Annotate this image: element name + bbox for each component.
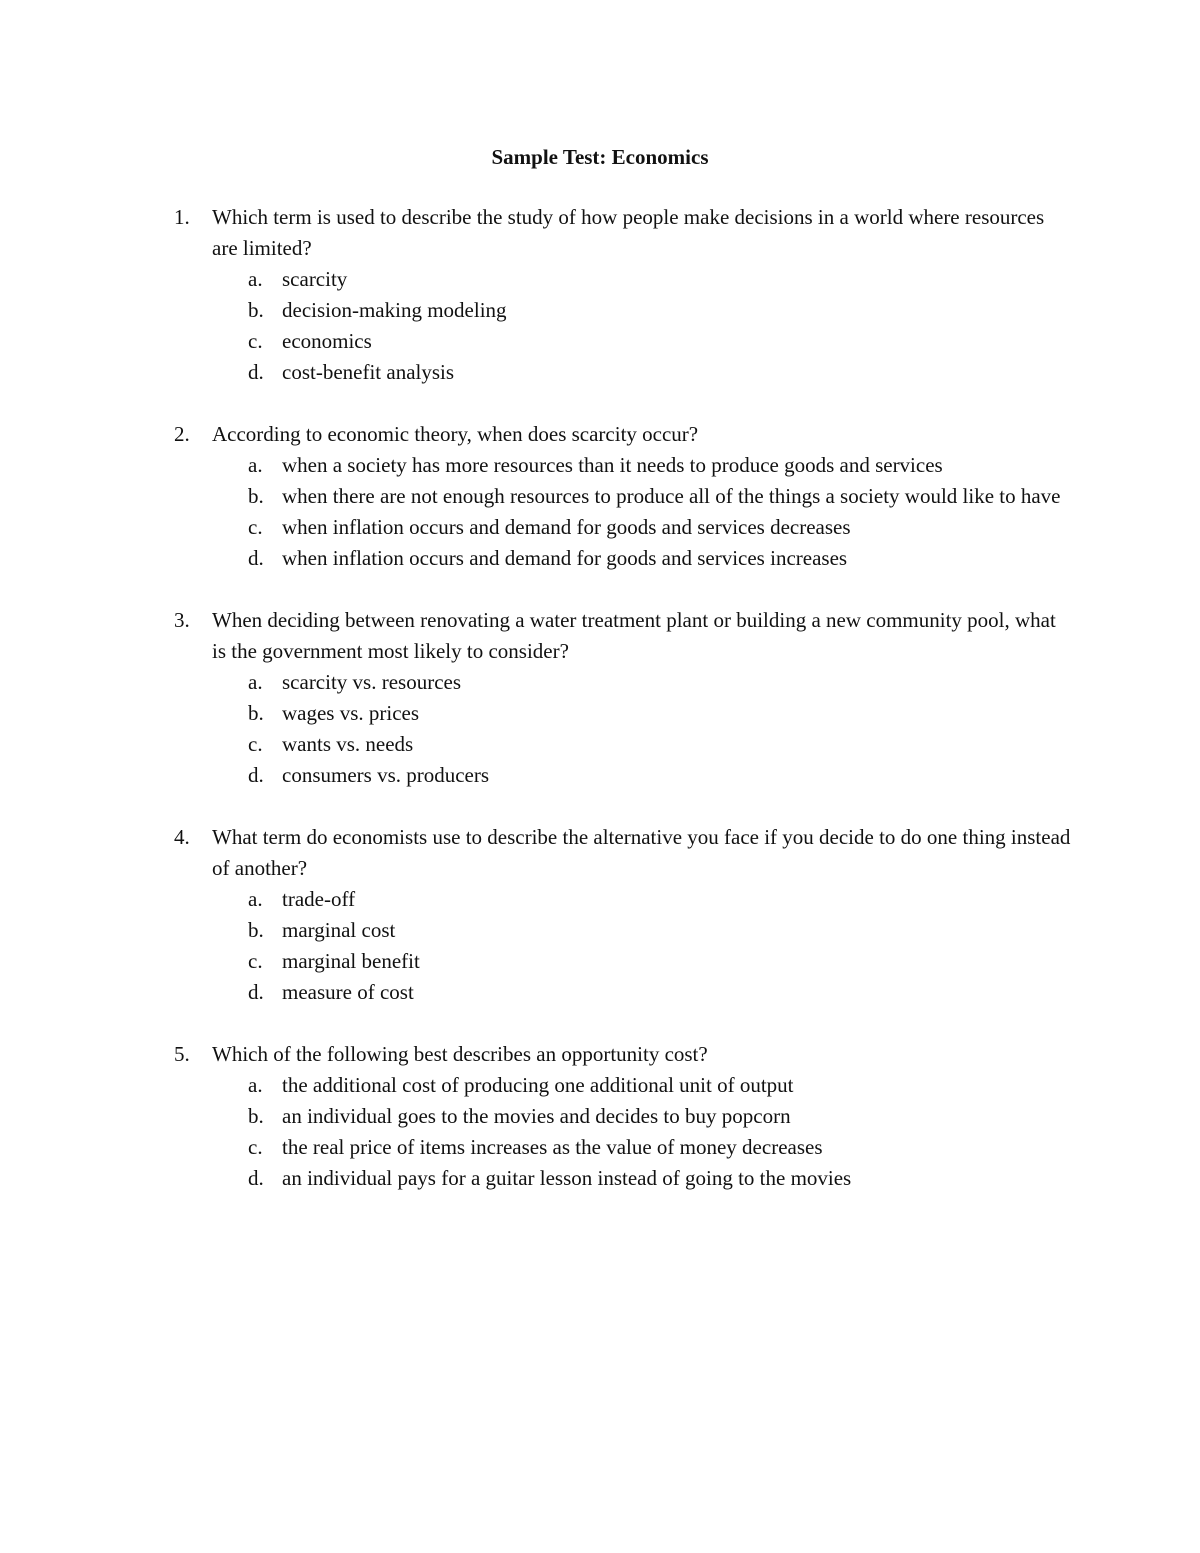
option-letter: a.	[248, 453, 263, 477]
option-letter: d.	[248, 1166, 264, 1190]
answer-option	[212, 326, 1074, 357]
page-title: Sample Test: Economics	[491, 145, 709, 169]
answer-option	[212, 884, 1074, 915]
option-letter: d.	[248, 546, 264, 570]
option-letter: a.	[248, 267, 263, 291]
option-letter: a.	[248, 887, 263, 911]
question-text: Which of the following best describes an opportunity cost?	[212, 1042, 708, 1066]
option-text: scarcity vs. resources	[282, 670, 462, 694]
question-item	[174, 822, 1074, 1008]
option-text: wages vs. prices	[282, 701, 420, 725]
option-text: when inflation occurs and demand for goods and services increases	[282, 546, 848, 570]
option-letter: d.	[248, 360, 264, 384]
question-item	[174, 419, 1074, 574]
question-item	[174, 605, 1074, 791]
answer-option	[212, 1070, 1074, 1101]
question-item	[174, 1039, 1074, 1194]
answer-option	[212, 295, 1074, 326]
answer-options	[212, 884, 1074, 1008]
answer-option	[212, 481, 1074, 512]
option-letter: c.	[248, 732, 263, 756]
answer-options	[212, 264, 1074, 388]
option-text: marginal cost	[282, 918, 396, 942]
option-text: an individual pays for a guitar lesson instead of going to the movies	[282, 1166, 852, 1190]
option-text: measure of cost	[282, 980, 414, 1004]
option-letter: c.	[248, 515, 263, 539]
answer-option	[212, 760, 1074, 791]
option-text: marginal benefit	[282, 949, 420, 973]
option-letter: b.	[248, 484, 264, 508]
question-number: 3.	[174, 608, 190, 632]
question-item	[174, 202, 1074, 388]
option-letter: c.	[248, 949, 263, 973]
question-number: 2.	[174, 422, 190, 446]
answer-option	[212, 729, 1074, 760]
question-number: 1.	[174, 205, 190, 229]
option-text: when a society has more resources than it needs to produce goods and services	[282, 453, 943, 477]
option-letter: b.	[248, 1104, 264, 1128]
question-number: 4.	[174, 825, 190, 849]
option-text: trade-off	[282, 887, 356, 911]
option-letter: a.	[248, 1073, 263, 1097]
answer-option	[212, 977, 1074, 1008]
option-text: the real price of items increases as the value of money decreases	[282, 1135, 823, 1159]
question-text: What term do economists use to describe the alternative you face if you decide to do one thing instead of another?	[212, 825, 1071, 880]
option-letter: b.	[248, 701, 264, 725]
option-letter: d.	[248, 763, 264, 787]
option-text: consumers vs. producers	[282, 763, 490, 787]
answer-option	[212, 915, 1074, 946]
question-text: According to economic theory, when does scarcity occur?	[212, 422, 699, 446]
answer-option	[212, 1132, 1074, 1163]
answer-option	[212, 946, 1074, 977]
option-letter: c.	[248, 1135, 263, 1159]
question-number: 5.	[174, 1042, 190, 1066]
answer-option	[212, 543, 1074, 574]
option-text: the additional cost of producing one additional unit of output	[282, 1073, 794, 1097]
answer-options	[212, 1070, 1074, 1194]
answer-option	[212, 667, 1074, 698]
option-letter: c.	[248, 329, 263, 353]
option-text: when inflation occurs and demand for goods and services decreases	[282, 515, 851, 539]
option-text: wants vs. needs	[282, 732, 414, 756]
answer-option	[212, 698, 1074, 729]
answer-option	[212, 1101, 1074, 1132]
answer-option	[212, 357, 1074, 388]
answer-option	[212, 512, 1074, 543]
answer-options	[212, 667, 1074, 791]
answer-option	[212, 264, 1074, 295]
question-text: Which term is used to describe the study of how people make decisions in a world where resources are limited?	[212, 205, 1045, 260]
option-text: cost-benefit analysis	[282, 360, 455, 384]
option-text: decision-making modeling	[282, 298, 507, 322]
option-letter: a.	[248, 670, 263, 694]
option-text: when there are not enough resources to produce all of the things a society would like to have	[282, 484, 1061, 508]
option-text: economics	[282, 329, 372, 353]
option-letter: b.	[248, 918, 264, 942]
answer-option	[212, 1163, 1074, 1194]
option-text: scarcity	[282, 267, 348, 291]
answer-options	[212, 450, 1074, 574]
question-list	[174, 202, 1074, 1225]
option-letter: b.	[248, 298, 264, 322]
option-letter: d.	[248, 980, 264, 1004]
answer-option	[212, 450, 1074, 481]
option-text: an individual goes to the movies and decides to buy popcorn	[282, 1104, 791, 1128]
question-text: When deciding between renovating a water treatment plant or building a new community pool, what is the government most likely to consider?	[212, 608, 1056, 663]
